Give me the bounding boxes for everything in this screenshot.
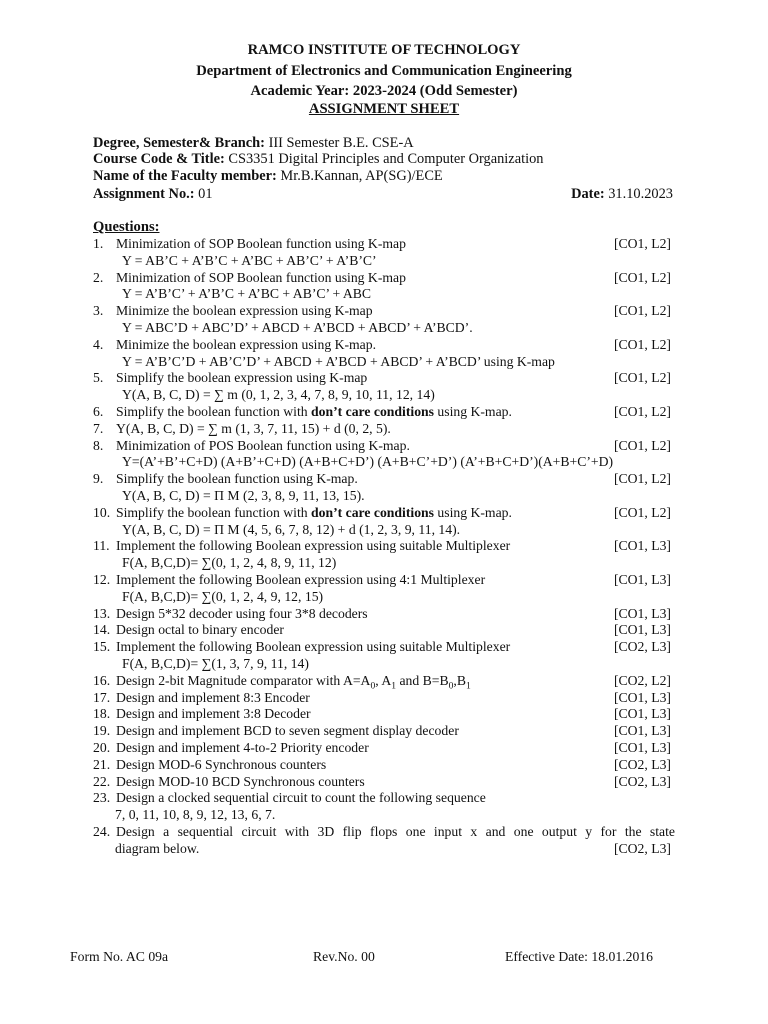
question-expression (93, 253, 675, 270)
degree-label: Degree, Semester& Branch: (93, 135, 265, 151)
subscript: 0 (448, 680, 454, 692)
subscript: 0 (370, 680, 376, 692)
question-text: Design 5*32 decoder using four 3*8 decoders (116, 605, 368, 621)
question-number: 19. (93, 723, 111, 739)
question-number: 20. (93, 739, 111, 755)
question-item (93, 421, 675, 438)
question-expression-text: Y = ABC’D + ABC’D’ + ABCD + A’BCD + ABCD’ + A’BCD’. (122, 319, 473, 335)
dont-care-emphasis: don’t care conditions (311, 504, 434, 520)
question-item (93, 538, 675, 555)
course-outcome-tag: [CO1, L3] (613, 571, 671, 587)
question-number: 9. (93, 471, 104, 487)
question-number: 4. (93, 336, 104, 352)
question-number: 15. (93, 639, 111, 655)
question-number: 1. (93, 236, 104, 251)
course-outcome-tag: [CO2, L3] (613, 756, 671, 772)
question-text (116, 505, 512, 522)
course-value: CS3351 Digital Principles and Computer Organization (224, 151, 544, 167)
course-outcome-tag: [CO1, L2] (613, 504, 671, 520)
date-label: Date: (571, 186, 605, 202)
assignment-value: 01 (194, 186, 213, 202)
question-text: Design octal to binary encoder (116, 622, 284, 638)
question-item (93, 790, 675, 807)
course-outcome-tag: [CO1, L2] (613, 269, 671, 285)
question-item (93, 723, 675, 740)
question-number: 23. (93, 790, 111, 806)
question-expression-text: Y = A’B’C’D + AB’C’D’ + ABCD + A’BCD + ABCD’ + A’BCD’ using K-map (122, 353, 555, 369)
question-text: Implement the following Boolean expression using 4:1 Multiplexer (116, 571, 486, 587)
question-text: Implement the following Boolean expression using suitable Multiplexer (116, 639, 511, 655)
course-outcome-tag: [CO1, L3] (613, 605, 671, 621)
question-item (93, 606, 675, 623)
question-text: Design MOD-10 BCD Synchronous counters (116, 773, 365, 789)
question-expression (93, 286, 675, 303)
question-item (93, 572, 675, 589)
course-line (93, 151, 543, 168)
question-text-part: using K-map. (433, 403, 512, 419)
question-expression (93, 807, 675, 824)
question-expression-text: F(A, B,C,D)= ∑(0, 1, 2, 4, 9, 12, 15) (122, 588, 324, 604)
course-outcome-tag: [CO1, L2] (613, 236, 671, 251)
question-expression (93, 488, 675, 505)
course-outcome-tag: [CO1, L2] (613, 437, 671, 453)
question-number: 14. (93, 622, 111, 638)
course-outcome-tag: [CO1, L3] (613, 723, 671, 739)
question-expression-text: Y(A, B, C, D) = Π M (2, 3, 8, 9, 11, 13, 15). (122, 487, 365, 503)
question-number: 18. (93, 706, 111, 722)
question-expression (93, 387, 675, 404)
revision-number: Rev.No. 00 (313, 949, 375, 964)
question-number: 8. (93, 437, 104, 453)
question-number: 11. (93, 538, 110, 554)
question-item (93, 740, 675, 757)
question-text-part: Simplify the boolean function with (116, 403, 312, 419)
question-text: Minimization of SOP Boolean function using K-map (116, 236, 406, 251)
question-text: Design and implement BCD to seven segment display decoder (116, 723, 459, 739)
course-outcome-tag: [CO1, L2] (613, 336, 671, 352)
question-text-part: Design 2-bit Magnitude comparator with A=A (116, 672, 371, 688)
question-text-part: ,B (453, 672, 466, 688)
course-outcome-tag: [CO1, L2] (613, 403, 671, 419)
degree-value: III Semester B.E. CSE-A (264, 135, 414, 151)
question-expression-text: F(A, B,C,D)= ∑(0, 1, 2, 4, 8, 9, 11, 12) (122, 555, 337, 571)
question-text: Minimization of SOP Boolean function using K-map (116, 269, 406, 285)
question-expression-text: 7, 0, 11, 10, 8, 9, 12, 13, 6, 7. (115, 807, 276, 823)
question-item (93, 505, 675, 522)
question-expression-text: diagram below. (115, 840, 200, 856)
sheet-title: ASSIGNMENT SHEET (308, 101, 460, 117)
question-number: 12. (93, 571, 111, 587)
question-item (93, 824, 675, 841)
question-item (93, 303, 675, 320)
question-item (93, 706, 675, 723)
question-item (93, 236, 675, 253)
question-text: Simplify the boolean expression using K-map (116, 370, 368, 386)
question-item (93, 438, 675, 455)
question-expression-text: Y=(A’+B’+C+D) (A+B’+C+D) (A+B+C+D’) (A+B+C’+D’) (A’+B+C+D’)(A+B+C’+D) (122, 454, 614, 470)
question-text: Design and implement 4-to-2 Priority encoder (116, 739, 369, 755)
question-number: 5. (93, 370, 104, 386)
question-item (93, 270, 675, 287)
question-number: 17. (93, 689, 111, 705)
faculty-label: Name of the Faculty member: (93, 168, 277, 184)
question-text-part: Simplify the boolean function with (116, 504, 312, 520)
question-expression (93, 555, 675, 572)
question-expression (93, 589, 675, 606)
faculty-line (93, 168, 443, 185)
question-number: 13. (93, 605, 111, 621)
course-outcome-tag: [CO2, L3] (613, 773, 671, 789)
question-item (93, 404, 675, 421)
course-label: Course Code & Title: (93, 151, 225, 167)
question-expression (93, 656, 675, 673)
question-number: 7. (93, 420, 104, 436)
question-text: Minimize the boolean expression using K-map (116, 303, 373, 319)
question-number: 24. (93, 823, 111, 839)
question-expression-text: F(A, B,C,D)= ∑(1, 3, 7, 9, 11, 14) (122, 655, 309, 671)
academic-year: Academic Year: 2023-2024 (Odd Semester) (250, 83, 518, 99)
course-outcome-tag: [CO2, L2] (613, 672, 671, 688)
question-item (93, 757, 675, 774)
effective-date: Effective Date: 18.01.2016 (505, 949, 653, 964)
question-expression (93, 454, 675, 471)
question-expression (93, 354, 675, 371)
department-name: Department of Electronics and Communication Engineering (196, 63, 572, 79)
question-expression (93, 522, 675, 539)
question-text: Minimization of POS Boolean function using K-map. (116, 437, 410, 453)
question-text-part: , A (375, 672, 392, 688)
question-number: 6. (93, 403, 104, 419)
form-number: Form No. AC 09a (70, 949, 169, 964)
question-text: Simplify the boolean function using K-map. (116, 471, 358, 487)
course-outcome-tag: [CO1, L2] (613, 370, 671, 386)
question-expression-text: Y = A’B’C’ + A’B’C + A’BC + AB’C’ + ABC (122, 286, 372, 302)
course-outcome-tag: [CO2, L3] (613, 840, 671, 856)
question-text: Y(A, B, C, D) = ∑ m (1, 3, 7, 11, 15) + d (0, 2, 5). (116, 420, 391, 436)
subscript: 1 (391, 680, 397, 692)
question-text: Design a clocked sequential circuit to count the following sequence (116, 790, 486, 806)
question-text: Minimize the boolean expression using K-map. (116, 336, 377, 352)
course-outcome-tag: [CO1, L3] (613, 622, 671, 638)
question-item (93, 690, 675, 707)
question-number: 16. (93, 672, 111, 688)
question-text: Design a sequential circuit with 3D flip flops one input x and one output y for the state (116, 823, 675, 839)
question-expression-text: Y(A, B, C, D) = ∑ m (0, 1, 2, 3, 4, 7, 8, 9, 10, 11, 12, 14) (122, 387, 435, 403)
question-expression (93, 320, 675, 337)
question-number: 3. (93, 303, 104, 319)
course-outcome-tag: [CO1, L3] (613, 689, 671, 705)
questions-heading: Questions: (93, 219, 160, 235)
question-item (93, 337, 675, 354)
question-text: Design MOD-6 Synchronous counters (116, 756, 327, 772)
question-text-part: and B=B (396, 672, 449, 688)
question-text-part: using K-map. (433, 504, 512, 520)
course-outcome-tag: [CO1, L3] (613, 706, 671, 722)
date-value: 31.10.2023 (604, 186, 673, 202)
faculty-value: Mr.B.Kannan, AP(SG)/ECE (276, 168, 443, 184)
question-text: Design and implement 3:8 Decoder (116, 706, 311, 722)
question-text: Implement the following Boolean expression using suitable Multiplexer (116, 538, 511, 554)
question-item (93, 370, 675, 387)
question-number: 21. (93, 756, 111, 772)
question-item (93, 471, 675, 488)
question-text: Design and implement 8:3 Encoder (116, 689, 310, 705)
course-outcome-tag: [CO1, L3] (613, 739, 671, 755)
question-expression (93, 841, 675, 858)
assignment-label: Assignment No.: (93, 186, 195, 202)
question-item (93, 673, 675, 690)
question-number: 2. (93, 269, 104, 285)
degree-line (93, 135, 414, 152)
question-number: 22. (93, 773, 111, 789)
question-number: 10. (93, 504, 111, 520)
dont-care-emphasis: don’t care conditions (311, 403, 434, 419)
course-outcome-tag: [CO1, L2] (613, 303, 671, 319)
question-text (116, 404, 512, 421)
question-item (93, 774, 675, 791)
course-outcome-tag: [CO1, L3] (613, 538, 671, 554)
course-outcome-tag: [CO1, L2] (613, 471, 671, 487)
course-outcome-tag: [CO2, L3] (613, 639, 671, 655)
assignment-line (93, 186, 213, 203)
questions-list (93, 236, 675, 857)
question-expression-text: Y(A, B, C, D) = Π M (4, 5, 6, 7, 8, 12) + d (1, 2, 3, 9, 11, 14). (122, 521, 461, 537)
question-item (93, 639, 675, 656)
question-item (93, 622, 675, 639)
question-expression-text: Y = AB’C + A’B’C + A’BC + AB’C’ + A’B’C’ (122, 252, 377, 268)
institute-name: RAMCO INSTITUTE OF TECHNOLOGY (247, 42, 521, 58)
subscript: 1 (465, 680, 471, 692)
date-line (571, 186, 673, 203)
